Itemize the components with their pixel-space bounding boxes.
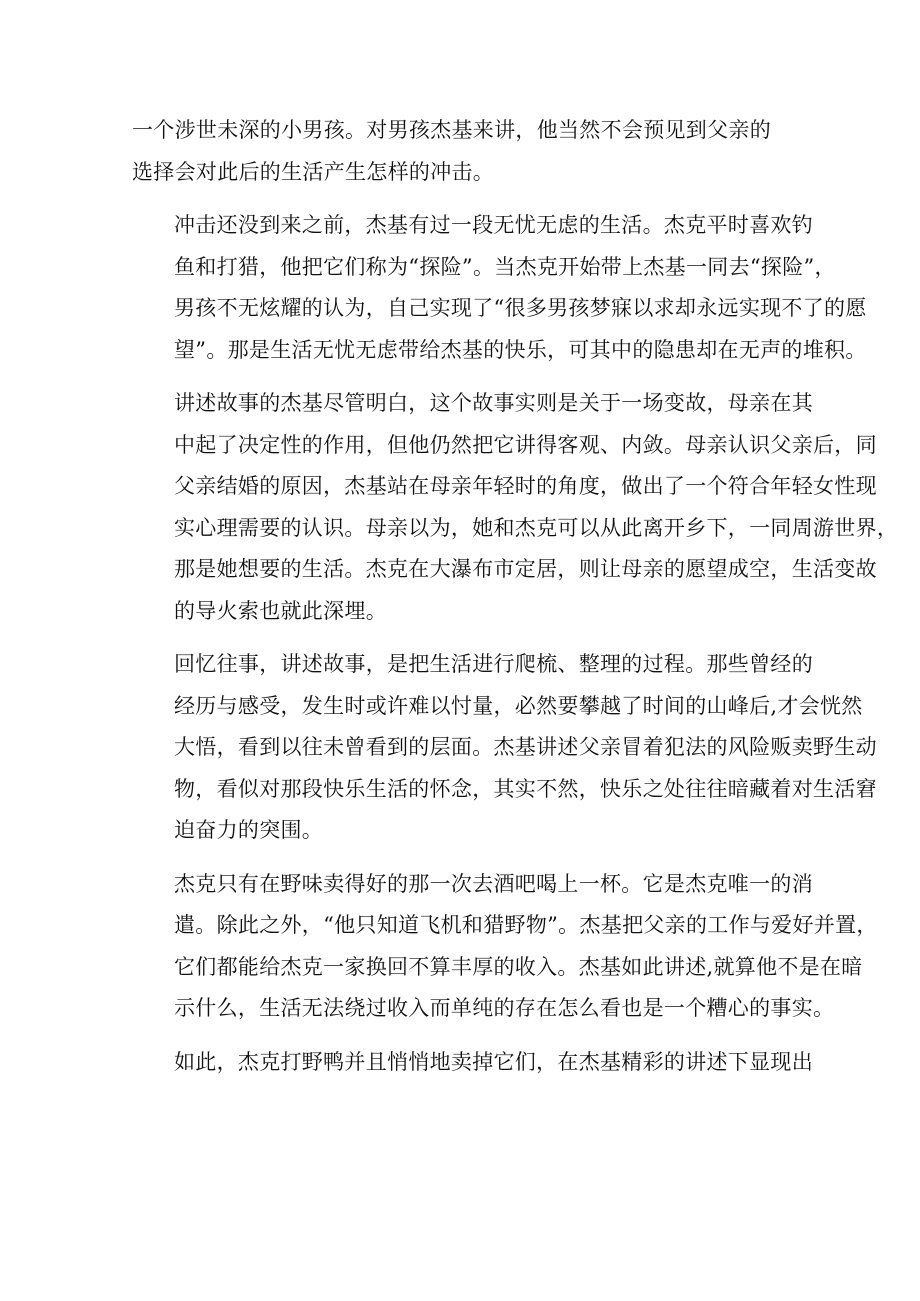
text-line: 大悟，看到以往未曾看到的层面。杰基讲述父亲冒着犯法的风险贩卖野生动 (174, 735, 877, 759)
text-line: 它们都能给杰克一家换回不算丰厚的收入。杰基如此讲述,就算他不是在暗 (174, 954, 863, 979)
paragraph (132, 205, 867, 371)
text-line: 男孩不无炫耀的认为，自己实现了“很多男孩梦寐以求却永远实现不了的愿 (174, 296, 867, 320)
text-line: 示什么，生活无法绕过收入而单纯的存在怎么看也是一个糟心的事实。 (174, 996, 835, 1020)
text-line: 实心理需要的认识。母亲以为，她和杰克可以从此离开乡下，一同周游世界， (174, 515, 899, 540)
text-line: 回忆往事，讲述故事，是把生活进行爬梳、整理的过程。那些曾经的 (174, 652, 813, 676)
text-line: 父亲结婚的原因，杰基站在母亲年轻时的角度，做出了一个符合年轻女性现 (174, 474, 877, 498)
paragraph (132, 383, 899, 632)
text-line: 如此，杰克打野鸭并且悄悄地卖掉它们，在杰基精彩的讲述下显现出 (174, 1049, 813, 1074)
paragraph (132, 864, 878, 1030)
text-line: 迫奋力的突围。 (174, 818, 324, 842)
text-line: 一个涉世未深的小男孩。对男孩杰基来讲，他当然不会预见到父亲的 (132, 118, 771, 142)
text-line: 经历与感受，发生时或许难以忖量，必然要攀越了时间的山峰后,才会恍然 (174, 693, 863, 718)
text-line: 杰克只有在野味卖得好的那一次去酒吧喝上一杯。它是杰克唯一的消 (174, 871, 813, 896)
paragraph (132, 1042, 813, 1084)
text-line: 的导火索也就此深埋。 (174, 598, 387, 623)
text-line: 讲述故事的杰基尽管明白，这个故事实则是关于一场变故，母亲在其 (174, 391, 813, 415)
article-body (132, 110, 899, 1095)
text-line: 遣。除此之外，“他只知道飞机和猎野物”。杰基把父亲的工作与爱好并置， (174, 913, 878, 937)
text-line: 望”。那是生活无忧无虑带给杰基的快乐，可其中的隐患却在无声的堆积。 (174, 337, 867, 362)
text-line: 物，看似对那段快乐生活的怀念，其实不然，快乐之处往往暗藏着对生活窘 (174, 776, 877, 801)
paragraph (132, 110, 792, 193)
paragraph (132, 644, 877, 852)
text-line: 中起了决定性的作用，但他仍然把它讲得客观、内敛。母亲认识父亲后，同 (174, 432, 877, 457)
text-line: 选择会对此后的生活产生怎样的冲击。 (132, 159, 495, 184)
text-line: 鱼和打猎，他把它们称为“探险”。当杰克开始带上杰基一同去“探险”， (174, 254, 836, 279)
text-line: 那是她想要的生活。杰克在大瀑布市定居，则让母亲的愿望成空，生活变故 (174, 557, 877, 581)
text-line: 冲击还没到来之前，杰基有过一段无忧无虑的生活。杰克平时喜欢钓 (174, 213, 813, 237)
